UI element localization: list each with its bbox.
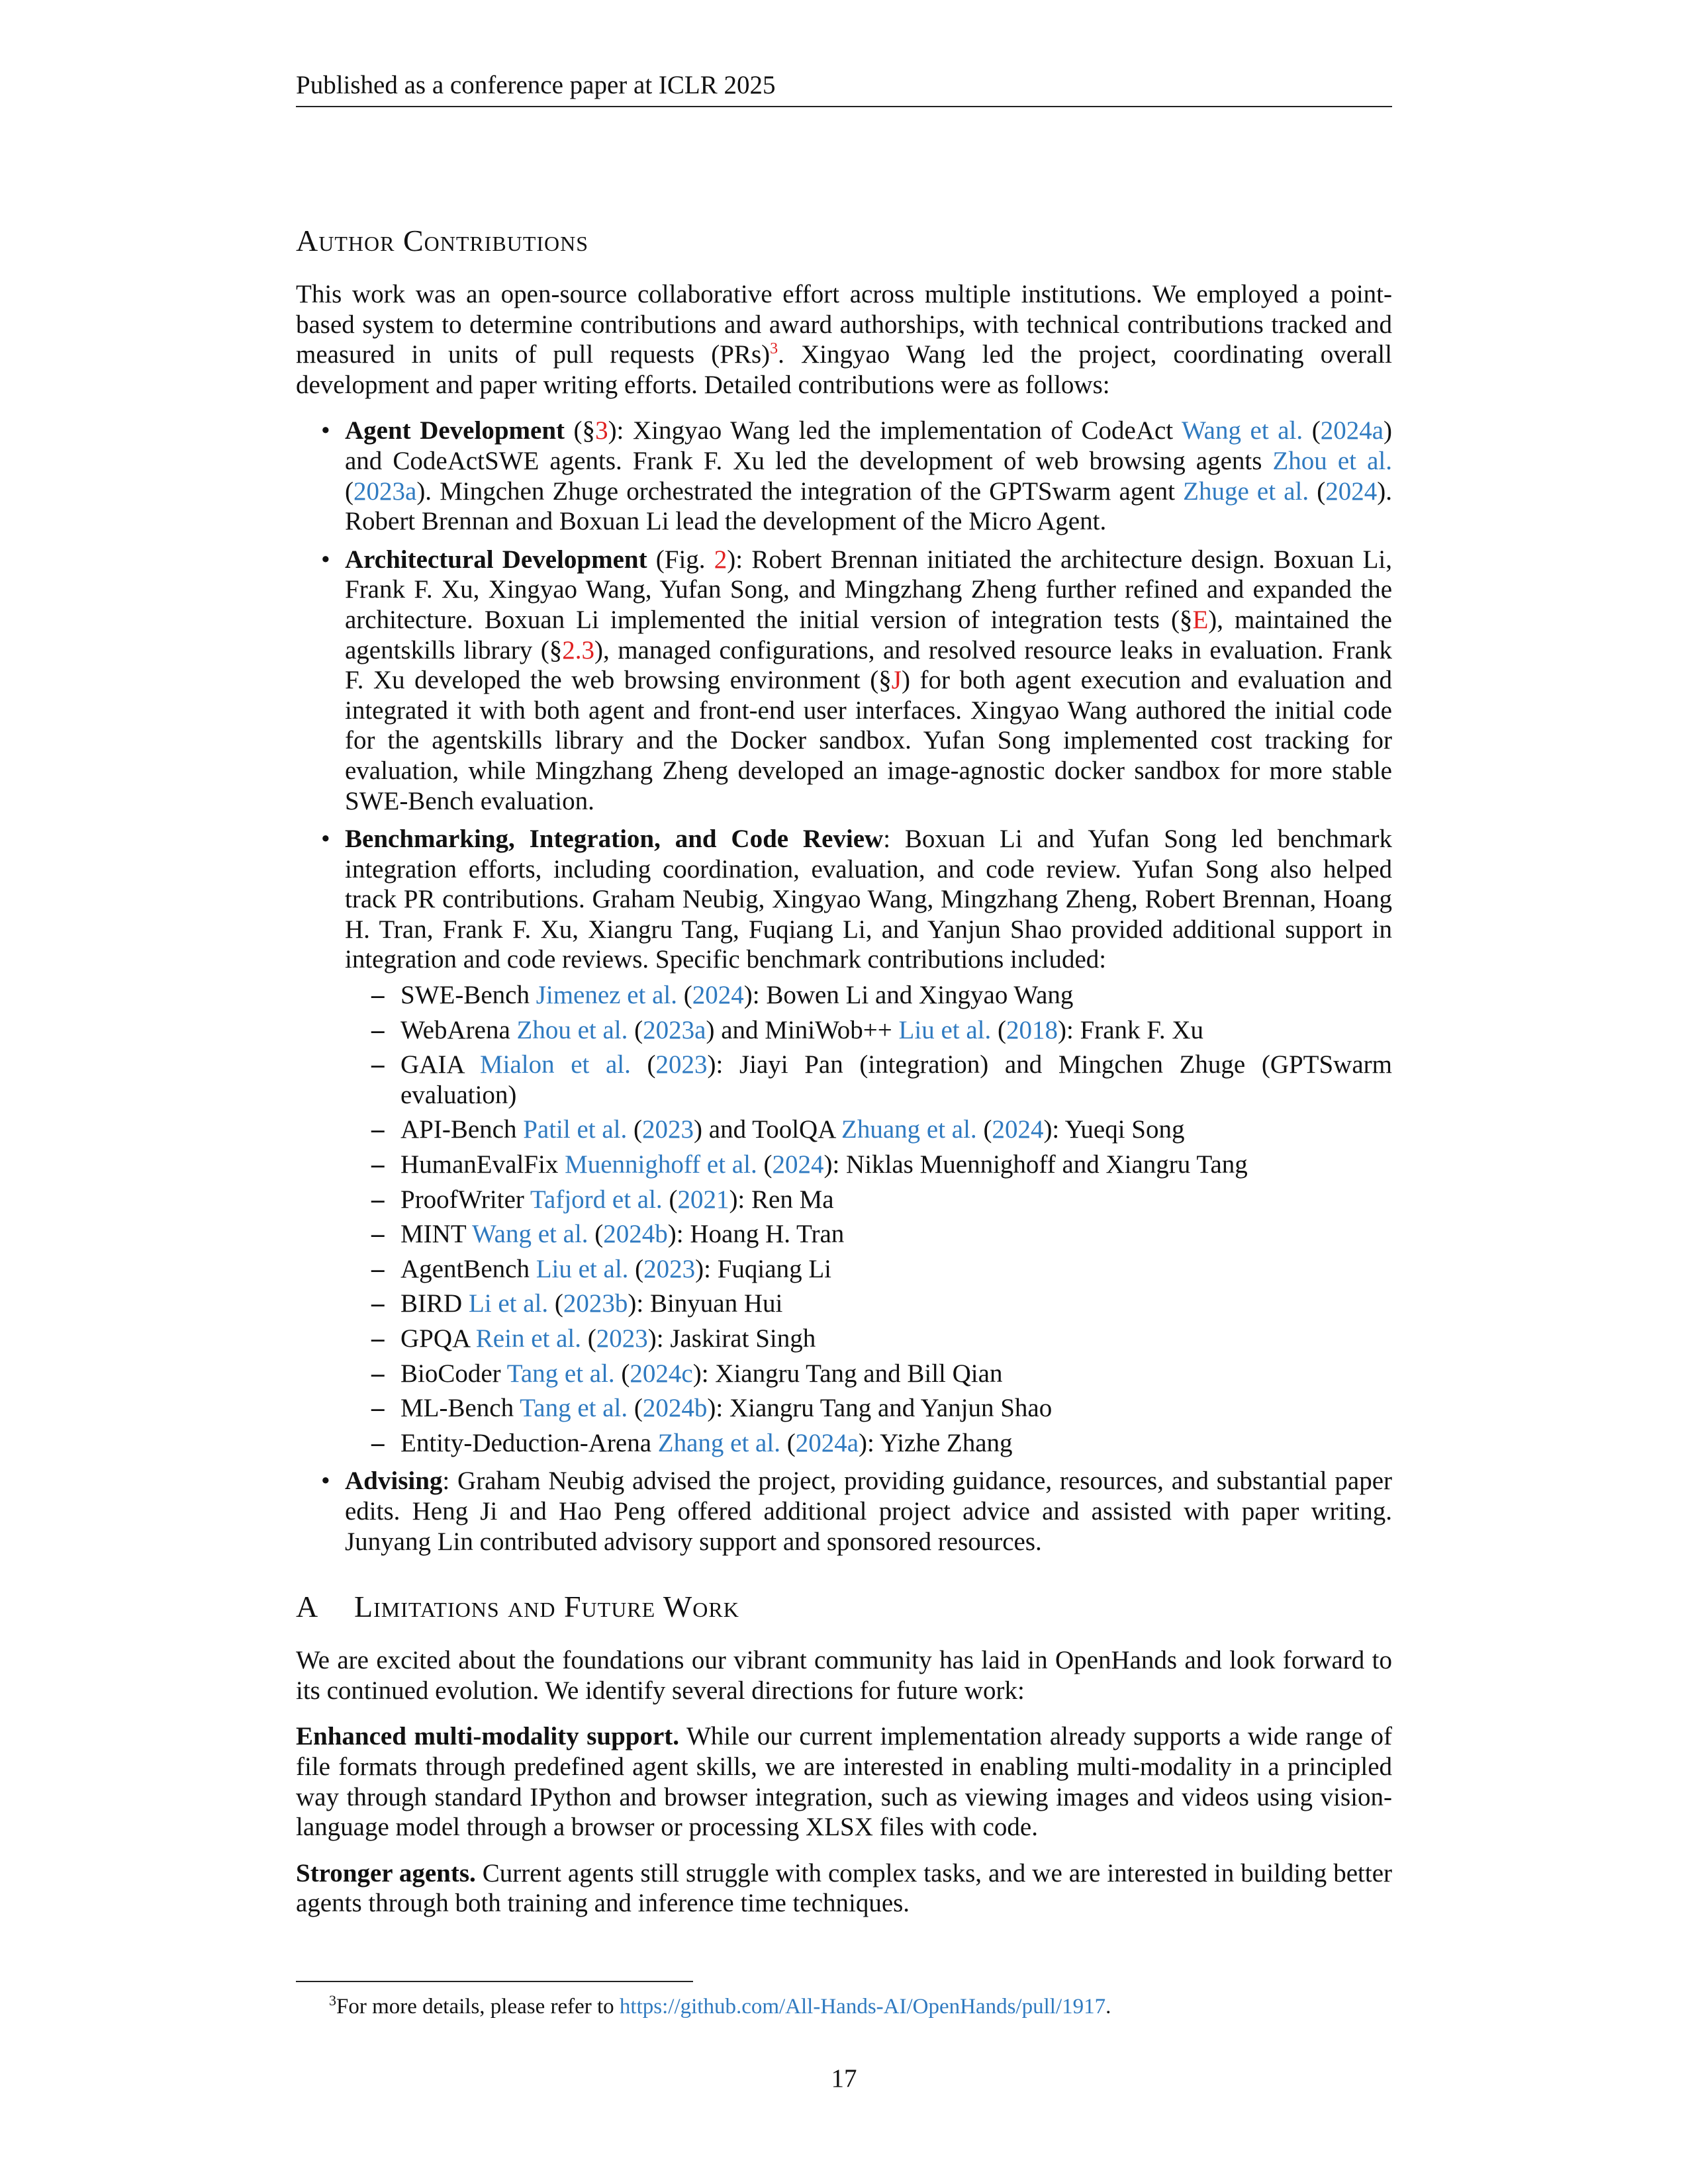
citation-year-link[interactable]: 2023 (655, 1050, 708, 1079)
section-ref-link[interactable]: 2.3 (562, 635, 594, 664)
citation-link[interactable]: Zhou et al. (516, 1015, 628, 1044)
section-ref-link[interactable]: E (1192, 605, 1209, 634)
page-number: 17 (831, 2064, 857, 2093)
citation-year-link[interactable]: 2023 (642, 1115, 694, 1144)
list-item-agent-development: • Agent Development (§3): Xingyao Wang led the implementation of CodeAct Wang et al. (2024a) and CodeActSWE agents. Frank F. Xu led the development of web browsing agents Zhou et al. (2023a). Mingchen Zhuge orchestrated the integration of the GPTSwarm agent Zhuge et al. (2024). Robert Brennan and Boxuan Li lead the development of the Micro Agent. (296, 416, 1392, 536)
citation-link[interactable]: Jimenez et al. (536, 981, 678, 1010)
citation-link[interactable]: Mialon et al. (479, 1050, 631, 1079)
benchmark-item: – GAIA Mialon et al. (2023): Jiayi Pan (integration) and Mingchen Zhuge (GPTSwarm evaluation) (345, 1050, 1392, 1110)
running-header: Published as a conference paper at ICLR 2025 (296, 69, 1392, 107)
benchmark-item: – SWE-Bench Jimenez et al. (2024): Bowen Li and Xingyao Wang (345, 980, 1392, 1011)
citation-year-link[interactable]: 2024 (772, 1150, 824, 1179)
footnote-rule (296, 1981, 693, 1982)
citation-link[interactable]: Zhang et al. (657, 1428, 780, 1457)
citation-link[interactable]: Liu et al. (536, 1254, 629, 1283)
contrib-intro: This work was an open-source collaborative effort across multiple institutions. We employed a point-based system to determine contributions and award authorships, with technical contributions tracked and measured in units of pull requests (PRs)$^3$. Xingyao Wang led the project, coordinating overall development and paper writing efforts. Detailed contributions were as follows: (296, 280, 1392, 399)
citation-year-link[interactable]: 2018 (1006, 1015, 1058, 1044)
limits-paragraph-multimodality: Enhanced multi-modality support. While our current implementation already supports a wide range of file formats through predefined agent skills, we are interested in enabling multi-modality in a principled way through standard IPython and browser integration, such as viewing images and videos using vision-language model through a browser or processing XLSX files with code. (296, 1722, 1392, 1842)
citation-link[interactable]: Rein et al. (475, 1324, 581, 1353)
citation-link[interactable]: Liu et al. (898, 1015, 992, 1044)
citation-link[interactable]: Tang et al. (506, 1359, 615, 1388)
benchmark-item: – BioCoder Tang et al. (2024c): Xiangru Tang and Bill Qian (345, 1359, 1392, 1389)
citation-link[interactable]: Wang et al. (472, 1220, 588, 1249)
list-item-architectural-development: • Architectural Development (Fig. 2): Robert Brennan initiated the architecture design. Boxuan Li, Frank F. Xu, Xingyao Wang, Yufan Song, and Mingzhang Zheng further refined and expanded the architecture. Boxuan Li implemented the initial version of integration tests (§E), maintained the agentskills library (§2.3), managed configurations, and resolved resource leaks in evaluation. Frank F. Xu developed the web browsing environment (§J) for both agent execution and evaluation and integrated it with both agent and front-end user interfaces. Xingyao Wang authored the initial code for the agentskills library and the Docker sandbox. Yufan Song implemented cost tracking for evaluation, while Mingzhang Zheng developed an image-agnostic docker sandbox for more stable SWE-Bench evaluation. (296, 545, 1392, 816)
citation-year-link[interactable]: 2024b (642, 1394, 708, 1423)
citation-link[interactable]: Zhuang et al. (841, 1115, 977, 1144)
footnote: $^3$For more details, please refer to https://github.com/All-Hands-AI/OpenHands/pull/1917. (329, 1992, 1111, 2019)
citation-year-link[interactable]: 2023b (563, 1289, 628, 1318)
limits-paragraph-stronger-agents: Stronger agents. Current agents still struggle with complex tasks, and we are interested in building better agents through both training and inference time techniques. (296, 1858, 1392, 1918)
footnote-marker[interactable]: 3 (770, 340, 778, 358)
citation-link[interactable]: Muennighoff et al. (565, 1150, 757, 1179)
citation-year-link[interactable]: 2024 (1325, 477, 1378, 506)
citation-year-link[interactable]: 2024a (795, 1428, 859, 1457)
section-ref-link[interactable]: 3 (595, 416, 608, 445)
benchmark-item: – ProofWriter Tafjord et al. (2021): Ren Ma (345, 1185, 1392, 1215)
benchmark-item: – WebArena Zhou et al. (2023a) and MiniWob++ Liu et al. (2018): Frank F. Xu (345, 1015, 1392, 1046)
citation-year-link[interactable]: 2023 (596, 1324, 648, 1353)
benchmark-item: – AgentBench Liu et al. (2023): Fuqiang Li (345, 1254, 1392, 1285)
benchmark-item: – HumanEvalFix Muennighoff et al. (2024): Niklas Muennighoff and Xiangru Tang (345, 1150, 1392, 1180)
citation-link[interactable]: Zhuge et al. (1183, 477, 1309, 506)
citation-year-link[interactable]: 2023 (643, 1254, 696, 1283)
footnote-link[interactable]: https://github.com/All-Hands-AI/OpenHands/pull/1917 (619, 1995, 1106, 2019)
list-item-benchmarking: • Benchmarking, Integration, and Code Review: Boxuan Li and Yufan Song led benchmark integration efforts, including coordination, evaluation, and code review. Yufan Song also helped track PR contributions. Graham Neubig, Xingyao Wang, Mingzhang Zheng, Robert Brennan, Hoang H. Tran, Frank F. Xu, Xiangru Tang, Fuqiang Li, and Yanjun Shao provided additional support in integration and code reviews. Specific benchmark contributions included: – SWE-Bench Jimenez et al. (2024): Bowen Li and Xingyao Wang – WebArena Zhou et al. (2023a) and MiniWob++ Liu et al. (2018): Frank F. Xu – GAIA Mialon et al. (2023): Jiayi Pan (integration) and Mingchen Zhuge (GPTSwarm evaluation) – API-Bench Patil et al. (2023) and ToolQA Zhuang et al. (2024): Yueqi Song – HumanEvalFix Muennighoff et al. (2024): Niklas Muennighoff and Xiangru Tang – ProofWriter Tafjord et al. (2021): Ren Ma – MINT Wang et al. (2024b): Hoang H. Tran – AgentBench Liu et al. (2023): Fuqiang Li – BIRD Li et al. (2023b): Binyuan Hui – GPQA Rein et al. (2023): Jaskirat Singh – BioCoder Tang et al. (2024c): Xiangru Tang and Bill Qian – ML-Bench Tang et al. (2024b): Xiangru Tang and Yanjun Shao – Entity-Deduction-Arena Zhang et al. (2024a): Yizhe Zhang (296, 824, 1392, 1458)
benchmark-item: – API-Bench Patil et al. (2023) and ToolQA Zhuang et al. (2024): Yueqi Song (345, 1115, 1392, 1145)
benchmark-item: – ML-Bench Tang et al. (2024b): Xiangru Tang and Yanjun Shao (345, 1393, 1392, 1424)
citation-year-link[interactable]: 2021 (677, 1185, 729, 1214)
benchmark-list (345, 980, 1392, 1458)
citation-link[interactable]: Li et al. (468, 1289, 549, 1318)
citation-link[interactable]: Wang et al. (1181, 416, 1303, 445)
section-title-author-contributions: Author Contributions (296, 224, 589, 257)
figure-ref-link[interactable]: 2 (714, 545, 727, 574)
section-title-limitations: A Limitations and Future Work (296, 1590, 739, 1624)
citation-year-link[interactable]: 2023a (643, 1015, 706, 1044)
citation-link[interactable]: Tang et al. (520, 1394, 628, 1423)
citation-year-link[interactable]: 2024 (692, 981, 744, 1010)
list-item-advising: • Advising: Graham Neubig advised the project, providing guidance, resources, and substantial paper edits. Heng Ji and Hao Peng offered additional project advice and assisted with paper writing. Junyang Lin contributed advisory support and sponsored resources. (296, 1466, 1392, 1557)
benchmark-item: – BIRD Li et al. (2023b): Binyuan Hui (345, 1289, 1392, 1319)
limits-intro: We are excited about the foundations our vibrant community has laid in OpenHands and look forward to its continued evolution. We identify several directions for future work: (296, 1646, 1392, 1705)
section-ref-link[interactable]: J (891, 666, 902, 695)
citation-link[interactable]: Zhou et al. (1272, 446, 1392, 475)
citation-year-link[interactable]: 2024 (992, 1115, 1044, 1144)
contribution-list (296, 416, 1392, 1557)
benchmark-item: – Entity-Deduction-Arena Zhang et al. (2024a): Yizhe Zhang (345, 1428, 1392, 1459)
citation-year-link[interactable]: 2024a (1320, 416, 1384, 445)
citation-year-link[interactable]: 2024c (630, 1359, 693, 1388)
citation-year-link[interactable]: 2023a (353, 477, 417, 506)
benchmark-item: – GPQA Rein et al. (2023): Jaskirat Singh (345, 1324, 1392, 1354)
main-content (296, 222, 1392, 1934)
citation-link[interactable]: Patil et al. (523, 1115, 628, 1144)
citation-year-link[interactable]: 2024b (603, 1220, 668, 1249)
citation-link[interactable]: Tafjord et al. (530, 1185, 663, 1214)
benchmark-item: – MINT Wang et al. (2024b): Hoang H. Tran (345, 1219, 1392, 1250)
